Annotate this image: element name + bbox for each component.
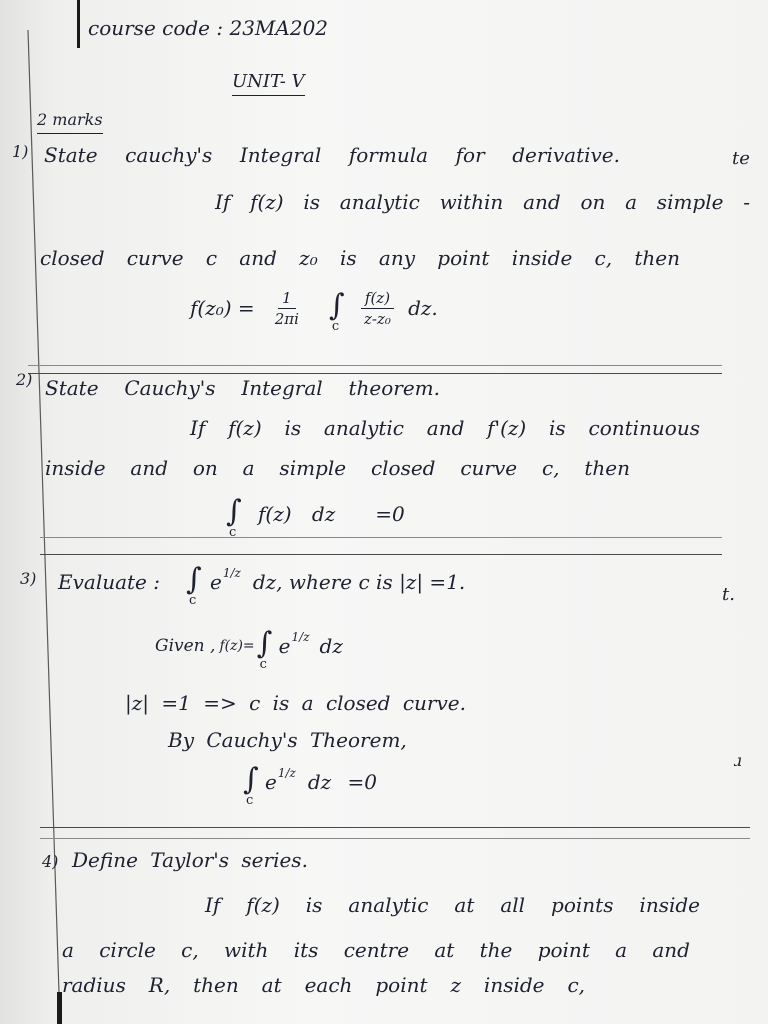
title-suffix: dz, where c is |z| =1. bbox=[252, 570, 466, 594]
section-heading: 2 marks bbox=[37, 108, 103, 134]
exponential-term bbox=[210, 566, 241, 594]
question-number: 3) bbox=[20, 569, 37, 588]
fraction-numerator: 1 bbox=[278, 289, 296, 309]
separator-rule bbox=[28, 373, 722, 374]
answer-line: inside and on a simple closed curve c, then bbox=[45, 456, 630, 480]
formula-cauchy-theorem bbox=[226, 492, 405, 540]
exponent-base: e bbox=[278, 634, 291, 658]
exponential-term bbox=[265, 766, 296, 794]
separator-rule bbox=[40, 838, 750, 839]
integral-sign bbox=[256, 624, 273, 672]
margin-note: t. bbox=[722, 584, 735, 605]
contour-label: c bbox=[189, 593, 197, 608]
margin-note: ɹ bbox=[734, 751, 743, 770]
given-lhs: f(z)= bbox=[219, 638, 255, 654]
formula-rhs: dz =0 bbox=[307, 770, 378, 794]
exponent-base: e bbox=[210, 570, 222, 594]
unit-heading: UNIT- V bbox=[232, 70, 305, 96]
answer-line: If f(z) is analytic within and on a simple - bbox=[215, 190, 750, 214]
integral-sign bbox=[328, 286, 345, 334]
formula-lhs: f(z₀) = bbox=[190, 296, 255, 320]
differential: dz bbox=[319, 634, 343, 658]
contour-label: c bbox=[246, 793, 254, 808]
fraction-denominator: 2πi bbox=[274, 309, 299, 328]
formula-cauchy-integral bbox=[190, 286, 438, 334]
top-binding-line bbox=[77, 0, 80, 48]
differential: dz. bbox=[408, 296, 438, 320]
coefficient-fraction bbox=[273, 289, 301, 328]
question-title: State Cauchy's Integral theorem. bbox=[45, 376, 440, 400]
exponent-power: 1/z bbox=[222, 566, 241, 580]
contour-label: c bbox=[229, 525, 237, 540]
answer-line: By Cauchy's Theorem, bbox=[168, 728, 407, 752]
integral-sign bbox=[243, 760, 259, 808]
separator-rule bbox=[40, 827, 750, 828]
separator-rule bbox=[40, 537, 722, 538]
exponent-power: 1/z bbox=[291, 630, 310, 644]
integral-symbol: ∫ bbox=[256, 626, 273, 661]
given-label: Given , bbox=[155, 636, 216, 656]
separator-rule bbox=[28, 365, 722, 366]
margin-note: te bbox=[732, 148, 750, 169]
integrand-fraction bbox=[361, 289, 394, 328]
course-code: course code : 23MA202 bbox=[88, 16, 329, 40]
question-number: 4) bbox=[42, 852, 59, 871]
integral-symbol: ∫ bbox=[328, 288, 345, 323]
given-line bbox=[155, 624, 343, 672]
question-title bbox=[58, 560, 466, 608]
answer-line: If f(z) is analytic and f'(z) is continuous bbox=[190, 416, 700, 440]
question-number: 2) bbox=[16, 370, 33, 389]
question-title: State cauchy's Integral formula for derivative. bbox=[44, 143, 620, 167]
answer-line: radius R, then at each point z inside c, bbox=[62, 973, 585, 997]
contour-label: c bbox=[259, 657, 267, 672]
answer-line: a circle c, with its centre at the point a and bbox=[62, 938, 690, 962]
answer-line: If f(z) is analytic at all points inside bbox=[205, 893, 700, 917]
fraction-numerator: f(z) bbox=[361, 289, 394, 309]
formula-rhs: =0 bbox=[375, 502, 405, 526]
answer-line: |z| =1 => c is a closed curve. bbox=[125, 691, 466, 715]
separator-rule bbox=[40, 554, 722, 555]
question-title: Define Taylor's series. bbox=[72, 848, 308, 872]
fraction-denominator: z-z₀ bbox=[364, 309, 391, 328]
title-prefix: Evaluate : bbox=[58, 570, 160, 594]
integral-sign bbox=[226, 492, 242, 540]
result-formula bbox=[243, 760, 378, 808]
integral-symbol: ∫ bbox=[186, 562, 202, 597]
contour-label: c bbox=[331, 319, 340, 334]
question-number: 1) bbox=[12, 142, 29, 161]
integrand: f(z) dz bbox=[258, 502, 336, 526]
answer-line: closed curve c and z₀ is any point inside c, then bbox=[40, 246, 680, 270]
integral-symbol: ∫ bbox=[243, 762, 259, 797]
exponent-base: e bbox=[265, 770, 277, 794]
exponent-power: 1/z bbox=[277, 766, 296, 780]
exponential-term bbox=[278, 630, 310, 658]
integral-sign bbox=[186, 560, 202, 608]
integral-symbol: ∫ bbox=[226, 494, 242, 529]
